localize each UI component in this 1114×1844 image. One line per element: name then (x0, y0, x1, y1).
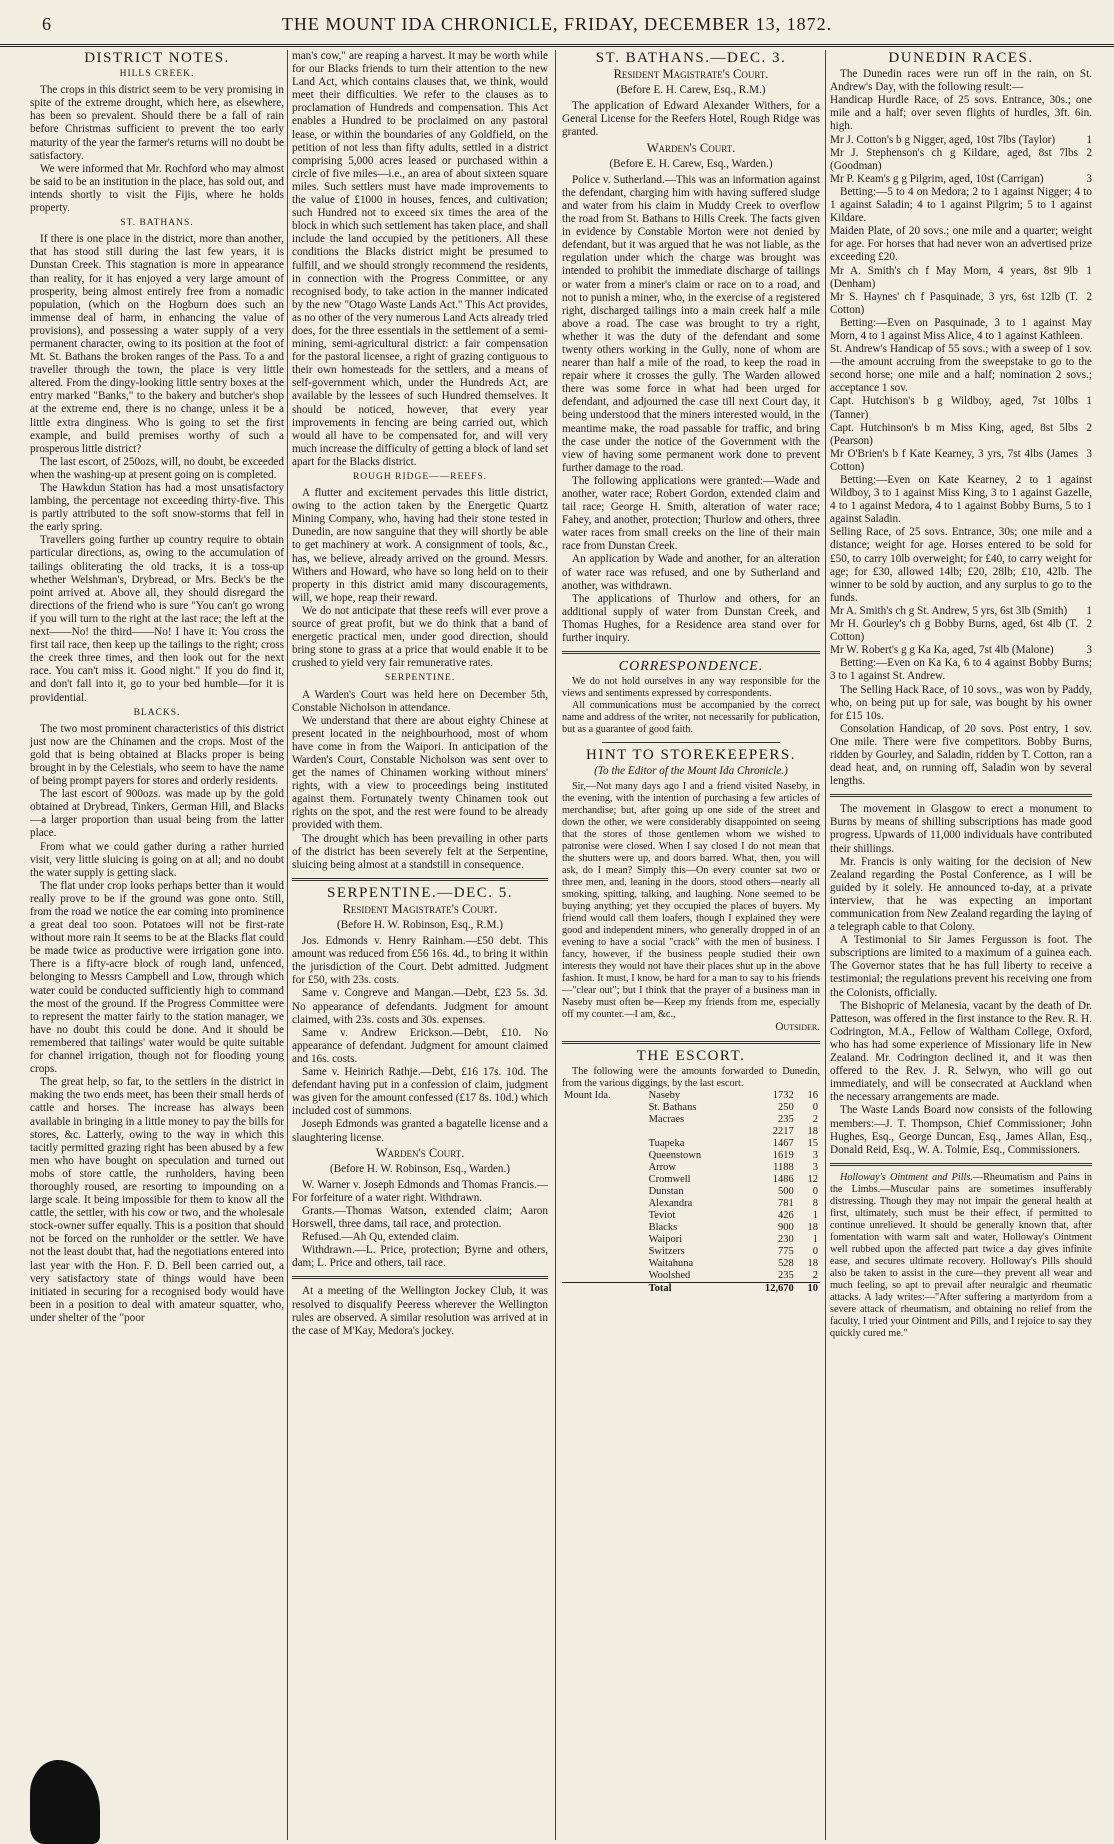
escort-dwt: 2 (812, 1269, 818, 1281)
paragraph: The crops in this district seem to be very promising in spite of the extreme drought, which here, as elsewhere, has been so prevalent. Should there be a fall of rain before Christmas sufficient to prevent the too early maturity of the year the farmer's returns will no doubt be satisfactory. (30, 84, 284, 162)
escort-place: Queenstown (648, 1149, 702, 1161)
escort-subtotal-row (562, 1126, 820, 1138)
paragraph: The following applications were granted:—Wade and another, water race; Robert Gordon, extended claim and tail race; George H. Smith, alteration of water race; Fahey, and another, protection; Thurlow and others, three water races from small creeks on the line of their main race from Dunstan Creek. (562, 474, 820, 553)
escort-group (562, 1210, 647, 1222)
escort-group: Mount Ida. (564, 1089, 611, 1101)
escort-dwt: 0 (812, 1101, 818, 1113)
race-entry: Capt. Hutchison's b g Wildboy, aged, 7st 10lbs (Tanner) (830, 395, 1078, 421)
paragraph: Police v. Sutherland.—This was an information against the defendant, charging him with having suffered sludge and water from his claim in Muddy Creek to overflow the road from St. Bathans to Hills Creek. The facts given in evidence by Constable Morton were not denied by defendant, but it was argued that he was not liable, as the regulation under which the charge was brought was intended to prohibit the immediate discharge of tailings or water from a miner's claim or race on to a road, and not to punish a miner, who, in the exercise of a registered right, discharged tailings into a main creek half a mile above a road. The case was brought to try a right, whether it was the duty of the defendant and some twenty others working in the Gully, none of whom are nearer than half a mile of the road, to keep the road in repair where it crosses the gully. The Warden allowed there was some force in what had been urged for defendant, and adjourned the case till next Court day, it being understood that the miners interested would, in the meantime make, the road passable for traffic, and bring the case under the notice of the Government with the view of having some permanent work done to prevent further damage to the road. (562, 173, 820, 474)
escort-oz: 781 (778, 1197, 794, 1209)
escort-oz: 230 (778, 1233, 794, 1245)
escort-oz: 235 (778, 1269, 794, 1281)
escort-place: Total (647, 1282, 741, 1295)
escort-oz: 2217 (772, 1125, 794, 1137)
escort-dwt: 12 (807, 1173, 818, 1185)
escort-oz: 250 (778, 1101, 794, 1113)
section-divider (292, 1276, 548, 1279)
letter-body: Sir,—Not many days ago I and a friend visited Naseby, in the evening, with the intention of purchasing a few articles of merchandise; but, after going up one side of the street and down the other, we were considerably disappointed on seeing that the stores of those gentlemen whom we wished to patronise were closed. When I say closed I do not mean that the shutters were up, and doors barred. What, then, you will ask, do I mean? Simply this—On every counter sat two or three men, and, leaning in the doors, stood others—nearly all smoking, spitting, talking, and laughing. None seemed to be buying anything; yet they occupied the places of buyers. My friend would call them loafers, though I explained they were good and independent miners, who generally dropped in of an evening to have a social "crack" with the men of business. I fancy, however, if the business people studied their own interests they would not have their places shut up in the above fashion. It must, I know, be hard for a man to say to his friends—"clear out"; but I think that the prayer of a business man in Naseby must often be—Keep my friends from me, especially off my counter.—I am, &c., (562, 781, 820, 1021)
race-place: 2 (1086, 146, 1092, 159)
escort-dwt: 3 (812, 1161, 818, 1173)
escort-group (562, 1150, 647, 1162)
court-before: (Before H. W. Robinson, Esq., R.M.) (337, 919, 503, 931)
subheading: HILLS CREEK. (119, 69, 195, 80)
race-result (830, 173, 1092, 186)
escort-group (562, 1138, 647, 1150)
section-divider (830, 794, 1092, 797)
paragraph: The great help, so far, to the settlers in the district in making the two ends meet, has been their small herds of cattle and horses. The increase has always been available in bringing in a little money to pay the bills for stores, &c. Latterly, owing to the way in which this tacitly permitted grazing right has been abused by a few men who have bought on speculation and turned out mobs of store cattle, the runholders, having been thoroughly roused, are resorting to impounding on a large scale. It being impossible for them to know all the cattle, the settler, with his cow or two, and the wholesale stock-owner suffer equally. This is a position that should not be forced on the runholder or the settler. We have not the least doubt that, had the negotiations entered into last year with the Hon. F. D. Bell been carried out, a very satisfactory state of things would have been initiated in securing for a recognised body would have been in a position to deal with amateur squatter, who, under shelter of the "poor (30, 1076, 284, 1324)
section-divider (562, 1041, 820, 1044)
escort-row (562, 1174, 820, 1186)
escort-dwt: 2 (812, 1113, 818, 1125)
ad-lead: Holloway's Ointment and Pills. (840, 1171, 973, 1183)
escort-dwt: 8 (812, 1197, 818, 1209)
race-heading: Maiden Plate, of 20 sovs.; one mile and a quarter; weight for age. For horses that had never won an advertised prize exceeding £20. (830, 225, 1092, 264)
court-heading: Warden's Court. (375, 1145, 465, 1160)
escort-place: Naseby (648, 1089, 681, 1101)
editorial-note: All communications must be accompanied by the correct name and address of the writer, not necessarily for publication, but as a guarantee of good faith. (562, 700, 820, 736)
paragraph: Travellers going further up country require to obtain particular directions, as, owing to the accumulation of tailings obliterating the old tracks, it is a toss-up whether Welshman's, Drybread, or Mrs. Beck's be the point arrived at. Above all, they should disregard the directions of the friend who is sure "You can't go wrong if you will turn to the right at the last race; the left at the next——No! the third——No! I have it: You cross the first tail race, then keep up the tailings to the right; cross the creek three times, and then look out for the next race. You can't miss it. Good night." If you do find it, and don't fall into it, go to your bed humble—for it is providential. (30, 534, 284, 704)
escort-oz: 426 (778, 1209, 794, 1221)
column-two (292, 50, 548, 1840)
paragraph: From what we could gather during a rather hurried visit, very little sluicing is going on at all; and no doubt the water supply is getting slack. (30, 840, 284, 879)
race-place: 1 (1086, 395, 1092, 408)
race-entry: Mr W. Robert's g g Ka Ka, aged, 7st 4lb (Malone) (830, 644, 1054, 657)
race-place: 1 (1086, 604, 1092, 617)
paragraph: The Hawkdun Station has had a most unsatisfactory lambing, the percentage not exceeding thirty-five. This is partly attributed to the soft snow-storms that fell in the early spring. (30, 482, 284, 534)
escort-oz: 1188 (773, 1161, 794, 1173)
escort-place: Arrow (648, 1161, 676, 1173)
section-title: ST. BATHANS.—DEC. 3. (595, 50, 787, 66)
column-district-notes (30, 50, 284, 1840)
race-place: 3 (1086, 644, 1092, 657)
escort-place: Teviot (648, 1209, 676, 1221)
court-before: (Before E. H. Carew, Esq., Warden.) (609, 157, 773, 170)
race-heading: Handicap Hurdle Race, of 25 sovs. Entrance, 30s.; one mile and a half; over seven flights of hurdles, 3ft. 6in. high. (830, 94, 1092, 133)
escort-group (562, 1126, 647, 1138)
letter-signature: Outsider. (775, 1021, 820, 1034)
escort-place: Waitahuna (648, 1257, 694, 1269)
paragraph: If there is one place in the district, more than another, that has stood still during the last few years, it is Dunstan Creek. This stagnation is more in appearance than reality, for it has enjoyed a very large amount of prosperity, being almost entirely free from a nomadic population, (which on the Hogburn does such an immense deal of harm, in enhancing the value of provisions), and possessing a water supply of a very permanent character, owing to its position at the foot of Mt. St. Bathans the broken ranges of the Pass. To a and traveller through the town, the place is very little altered. From the dingy-looking little sentry boxes at the entry marked "Banks," to the bakery and butcher's shop at the extreme end, there is no change, unless it be a little extra dinginess. Who is going to set the first example, and build premises worthy of such a prosperous little district? (30, 233, 284, 455)
race-results (830, 605, 1092, 657)
escort-group (562, 1114, 647, 1126)
section-title: DUNEDIN RACES. (888, 50, 1034, 66)
paragraph: Same v. Heinrich Rathje.—Debt, £16 17s. 10d. The defendant having put in a confession of claim, judgment was given for the amount confessed (£17 8s. 10d.) which included cost of summons. (292, 1066, 548, 1118)
editorial-note: We do not hold ourselves in any way responsible for the views and sentiments expressed by correspondents. (562, 676, 820, 700)
news-item: A Testimonial to Sir James Fergusson is foot. The subscriptions are limited to a maximum of a guinea each. The Governor states that he has full liberty to receive a testimonial; the regulations prevent his receiving one from the Colonists, officially. (830, 934, 1092, 999)
race-entry: Mr H. Gourley's ch g Bobby Burns, aged, 6st 4lb (T. Cotton) (830, 618, 1078, 644)
escort-group (562, 1102, 647, 1114)
escort-dwt: 18 (807, 1125, 818, 1137)
escort-dwt: 10 (796, 1282, 820, 1295)
race-heading: St. Andrew's Handicap of 55 sovs.; with a sweep of 1 sov.—the amount accruing from the sweepstake to go to the second horse; one mile and a half; nomination 2 sovs.; acceptance 1 sov. (830, 343, 1092, 395)
column-three (562, 50, 820, 1840)
paragraph: We do not anticipate that these reefs will ever prove a source of great profit, but we do think that a band of energetic practical men, under good direction, should bring stone to grass at a price that would enable it to be crushed to yield very fair remunerative rates. (292, 604, 548, 670)
court-heading: Warden's Court. (646, 140, 736, 155)
escort-row (562, 1090, 820, 1102)
escort-row (562, 1162, 820, 1174)
paragraph: Consolation Handicap, of 20 sovs. Post entry, 1 sov. One mile. There were five competitors. Bobby Burns, ridden by Gourley, and Saladin, ridden by T. Cotton, ran a dead heat, and, on running off, Saladin won by several lengths. (830, 722, 1092, 788)
section-title: DISTRICT NOTES. (84, 50, 230, 66)
column-rule (287, 50, 288, 1840)
section-divider (562, 651, 820, 654)
escort-dwt: 0 (812, 1185, 818, 1197)
court-before: (Before E. H. Carew, Esq., R.M.) (616, 84, 766, 97)
escort-oz: 775 (778, 1245, 794, 1257)
escort-group (562, 1162, 647, 1174)
section-title: THE ESCORT. (636, 1047, 746, 1064)
escort-row (562, 1210, 820, 1222)
escort-oz: 1467 (772, 1137, 794, 1149)
escort-oz: 1732 (772, 1089, 794, 1101)
paragraph: The last escort of 900ozs. was made up by the gold obtained at Drybread, Tinkers, German Hill, and Blacks—a larger proportion than usual being from the latter place. (30, 788, 284, 840)
paragraph: Refused.—Ah Qu, extended claim. (302, 1231, 460, 1244)
escort-row (562, 1246, 820, 1258)
letter-address: (To the Editor of the Mount Ida Chronicle.) (594, 765, 788, 778)
escort-group (562, 1186, 647, 1198)
masthead (0, 0, 1114, 47)
race-result (830, 134, 1092, 147)
escort-place: Cromwell (648, 1173, 691, 1185)
court-heading: Resident Magistrate's Court. (613, 67, 769, 82)
race-result (830, 291, 1092, 317)
race-entry: Mr S. Haynes' ch f Pasquinade, 3 yrs, 6st 12lb (T. Cotton) (830, 290, 1078, 316)
paragraph: The Dunedin races were run off in the rain, on St. Andrew's Day, with the following result:— (830, 68, 1092, 94)
escort-row (562, 1222, 820, 1234)
paragraph: The Selling Hack Race, of 10 sovs., was won by Paddy, who, on being put up for sale, was bought by his owner for £15 10s. (830, 683, 1092, 722)
paragraph: Grants.—Thomas Watson, extended claim; Aaron Horswell, three dams, tail race, and protection. (292, 1204, 548, 1231)
paragraph: We were informed that Mr. Rochford who may almost be said to be an institution in the place, has sold out, and intends shortly to visit the Fijis, where he holds property. (30, 162, 284, 215)
race-place: 3 (1086, 447, 1092, 460)
escort-group (562, 1174, 647, 1186)
escort-dwt: 1 (812, 1209, 818, 1221)
race-result (830, 147, 1092, 173)
paragraph: An application by Wade and another, for an alteration of water race was refused, and one by Sutherland and another, was withdrawn. (562, 553, 820, 592)
escort-row (562, 1150, 820, 1162)
escort-row (562, 1102, 820, 1114)
escort-place: Waipori (648, 1233, 683, 1245)
race-heading: Selling Race, of 25 sovs. Entrance, 30s; one mile and a distance; weight for age. Horses entered to be sold for £50, to carry 10lb overweight; for £40, to carry weight for age; for £30, allowed 14lb; £20, 28lb; £10, 42lb. The winner to be sold by auction, and any surplus to go to the funds. (830, 526, 1092, 604)
divider (602, 742, 780, 743)
escort-oz: 528 (778, 1257, 794, 1269)
escort-row (562, 1234, 820, 1246)
race-result (830, 448, 1092, 474)
escort-table (562, 1090, 820, 1295)
race-entry: Mr J. Cotton's b g Nigger, aged, 10st 7lbs (Taylor) (830, 133, 1056, 146)
escort-row (562, 1258, 820, 1270)
escort-group (562, 1282, 647, 1295)
race-result (830, 605, 1092, 618)
paragraph: The following were the amounts forwarded to Dunedin, from the various diggings, by the last escort. (562, 1065, 820, 1089)
section-title: SERPENTINE.—DEC. 5. (327, 884, 513, 901)
race-results (830, 265, 1092, 317)
escort-dwt: 0 (812, 1245, 818, 1257)
escort-oz: 1619 (772, 1149, 794, 1161)
ad-body: —Rheumatism and Pains in the Limbs.—Muscular pains are sometimes insufferably distressing. Though they may not impair the general health at first, ultimately, such must be their effect, if permitted to continue unrelieved. It should be generally known that, after fomentation with warm salt and water, Holloway's Ointment well rubbed upon the affected part twice a day gives infinite ease, and secures ultimate recovery. Holloway's Pills should also be taken to assist in the cure—they prevent all wear and much feeling, so apt to prevail after neuralgic and rheumatic attacks. A lady writes:—"After suffering a martyrdom from a severe attack of rheumatism, and obtaining no relief from the faculty, I tried your Ointment and Pills, and I rejoice to say they quickly cured me." (830, 1171, 1092, 1339)
race-entry: Mr J. Stephenson's ch g Kildare, aged, 8st 7lbs (Goodman) (830, 146, 1078, 172)
escort-dwt: 15 (807, 1137, 818, 1149)
race-entry: Mr P. Keam's g g Pilgrim, aged, 10st (Carrigan) (830, 172, 1044, 185)
paragraph: Same v. Andrew Erickson.—Debt, £10. No appearance of defendant. Judgment for amount claimed and 16s. costs. (292, 1026, 548, 1065)
escort-group (562, 1258, 647, 1270)
race-entry: Mr A. Smith's ch g St. Andrew, 5 yrs, 6st 3lb (Smith) (830, 604, 1068, 617)
subheading: ROUGH RIDGE——REEFS. (352, 472, 488, 482)
escort-oz: 900 (778, 1221, 794, 1233)
section-divider (292, 878, 548, 881)
paragraph: A Warden's Court was held here on December 5th, Constable Nicholson in attendance. (292, 688, 548, 714)
subheading: BLACKS. (133, 707, 181, 718)
paragraph: Withdrawn.—L. Price, protection; Byrne and others, dam; L. Price and others, tail race. (292, 1244, 548, 1270)
race-place: 3 (1086, 172, 1092, 185)
betting: Betting:—Even on Kate Kearney, 2 to 1 against Wildboy, 3 to 1 against Miss King, 3 to 1 against Gazelle, 4 to 1 against Medora, 4 to 1 against Bobby Burns, 5 to 1 against Saladin. (830, 474, 1092, 526)
race-result (830, 395, 1092, 421)
column-four (830, 50, 1092, 1840)
paragraph: The two most prominent characteristics of this district just now are the Chinamen and the crops. Most of the gold that is being obtained at Blacks proper is being brought in by the Celestials, who seem to have the name of being prompt payers for stores and orderly residents. (30, 722, 284, 788)
court-before: (Before H. W. Robinson, Esq., Warden.) (329, 1162, 511, 1175)
escort-oz: 12,670 (741, 1282, 796, 1295)
paragraph: The flat under crop looks perhaps better than it would really prove to be if the ground was gone onto. Still, from the road we notice the ear coming into prominence a great deal too soon. Potatoes will not be first-rate without more rain It seems to be at the Blacks flat could be made twice as productive were irrigation gone into. There is a fifty-acre block of rough land, unfenced, belonging to Messrs Campbell and Low, through which water could be conducted sufficiently high to command the most of the ground. If the Progress Committee were to represent the matter fairly to the station manager, we have no doubt this could be done. And it should be remembered that tailings' water would be quite suitable for channel irrigation, though not for flooding young crops. (30, 879, 284, 1076)
race-entry: Mr A. Smith's ch f May Morn, 4 years, 8st 9lb (Denham) (830, 264, 1078, 290)
race-place: 2 (1086, 421, 1092, 434)
escort-group (562, 1198, 647, 1210)
betting: Betting:—5 to 4 on Medora; 2 to 1 against Nigger; 4 to 1 against Saladin; 4 to 1 against Pilgrim; 5 to 1 against Kildare. (830, 185, 1092, 225)
section-divider (830, 1163, 1092, 1166)
paragraph: The applications of Thurlow and others, for an additional supply of water from Dunstan Creek, and Thomas Hughes, for a Residence area stand over for further inquiry. (562, 592, 820, 645)
race-results (830, 395, 1092, 474)
escort-dwt: 18 (807, 1257, 818, 1269)
paragraph: We understand that there are about eighty Chinese at present located in the neighbourhood, most of whom have come in from the Waipori. In anticipation of the Warden's Court, Constable Nicholson was sent over to get the names of Chinamen working without miners' rights, with a view to proceedings being instituted against them. Fortunately twenty Chinamen took out rights on the spot, and the rest were found to be already provided with them. (292, 714, 548, 832)
section-title: CORRESPONDENCE. (618, 659, 764, 675)
paragraph: The drought which has been prevailing in other parts of the district has been severely felt at the Serpentine, sluicing being almost at a standstill in consequence. (292, 832, 548, 871)
paragraph: Joseph Edmonds was granted a bagatelle license and a slaughtering license. (292, 1118, 548, 1144)
column-rule (825, 50, 826, 1840)
escort-oz: 1486 (772, 1173, 794, 1185)
escort-oz: 235 (778, 1113, 794, 1125)
escort-group (562, 1222, 647, 1234)
escort-row (562, 1186, 820, 1198)
race-place: 2 (1086, 290, 1092, 303)
escort-place: Switzers (648, 1245, 685, 1257)
paragraph: W. Warner v. Joseph Edmonds and Thomas Francis.—For forfeiture of a water right. Withdrawn. (292, 1178, 548, 1204)
escort-place: Tuapeka (648, 1137, 685, 1149)
column-rule (555, 50, 556, 1840)
race-place: 2 (1086, 618, 1092, 631)
race-result (830, 265, 1092, 291)
race-results (830, 134, 1092, 186)
section-title: HINT TO STOREKEEPERS. (586, 747, 796, 764)
escort-dwt: 16 (807, 1089, 818, 1101)
race-place: 1 (1086, 264, 1092, 277)
page-number: 6 (42, 14, 51, 34)
escort-place: Alexandra (648, 1197, 693, 1209)
escort-dwt: 3 (812, 1149, 818, 1161)
race-result (830, 644, 1092, 657)
paragraph: A flutter and excitement pervades this little district, owing to the action taken by the Energetic Quartz Mining Company, who, having had their stone tested in Dunedin, are now sanguine that they will shortly be able to get machinery at work. A consignment of tools, &c., has, we believe, already arrived on the ground. Messrs. Withers and Howard, who have so long held on to their property in this district amid many discouragements, will, we hope, reap their reward. (292, 487, 548, 604)
advertisement (830, 1172, 1092, 1340)
race-result (830, 422, 1092, 448)
escort-place (647, 1126, 741, 1138)
escort-group (562, 1246, 647, 1258)
betting: Betting:—Even on Ka Ka, 6 to 4 against Bobby Burns; 3 to 1 against St. Andrew. (830, 657, 1092, 683)
news-item: The Bishopric of Melanesia, vacant by the death of Dr. Patteson, was offered in the first instance to the Rev. R. H. Codrington, M.A., Fellow of Waltham College, Oxford, who has had some experience of Missionary life in New Zealand. Mr. Codrington declined it, and it was then offered to the Rev. J. R. Selwyn, who will go out immediately, and will be consecrated at Auckland when the necessary arrangements are made. (830, 999, 1092, 1104)
escort-place: St. Bathans (648, 1101, 697, 1113)
race-place: 1 (1086, 133, 1092, 146)
escort-oz: 500 (778, 1185, 794, 1197)
race-entry: Capt. Hutchinson's b m Miss King, aged, 8st 5lbs (Pearson) (830, 421, 1078, 447)
escort-dwt: 18 (807, 1221, 818, 1233)
escort-group (562, 1270, 647, 1283)
escort-row (562, 1198, 820, 1210)
paragraph: Same v. Congreve and Mangan.—Debt, £23 5s. 3d. No appearance of defendants. Judgment for amount claimed, with 23s. costs and 30s. expenses. (292, 987, 548, 1026)
race-result (830, 618, 1092, 644)
paragraph: Jos. Edmonds v. Henry Rainham.—£50 debt. This amount was reduced from £56 16s. 4d., to bring it within the jurisdiction of the Court. Debt admitted. Judgment for £50, with 23s. costs. (292, 935, 548, 987)
paragraph: man's cow," are reaping a harvest. It may be worth while for our Blacks friends to turn their attention to the new Land Act, which contains clauses that, we think, would meet their difficulties. We refer to the clauses as to proclamation of Hundreds and compensation. This Act enables a Hundred to be proclaimed on any pastoral lease, or within the boundaries of any Goldfield, on the petition of not less than fifty adults, settled in a district comprising 5,000 acres leased or purchased within a circle of five miles—i.e., an area of about sixteen square miles. Such settlers must have made improvements to the value of £1000 in houses, fences, and cultivation; such Hundred not to exceed six times the area of the block in which such settlement has taken place, and shall include the land occupied by the petitioners. All these conditions the Blacks district might be presumed to fulfill, and we should strongly recommend the residents, in connection with the Progress Committee, or any recognised body, to take action in the manner indicated by the new "Otago Waste Lands Act." This Act provides, as no other of the very numerous Land Acts already tried does, for the three essentials in the settlement of a semi-mining, semi-agricultural district: a fair compensation for the pastoral licensee, a right of grazing contiguous to their own homesteads for the settlers, and a means of self-government which, under the Hundreds Act, are available by the lessees of such Hundred themselves. It should be noticed, however, that every year improvements in fencing are being carried out, which would all have to be compensated for, and will very much increase the difficulty of getting a block of land set apart for the Blacks district. (292, 50, 548, 468)
subheading: SERPENTINE. (384, 673, 456, 684)
escort-total-row (562, 1282, 820, 1295)
escort-dwt: 1 (812, 1233, 818, 1245)
race-entry: Mr O'Brien's b f Kate Kearney, 3 yrs, 7st 4lbs (James Cotton) (830, 447, 1078, 473)
escort-place: Dunstan (648, 1185, 684, 1197)
betting: Betting:—Even on Pasquinade, 3 to 1 against May Morn, 4 to 1 against Miss Alice, 4 to 1 against Kathleen. (830, 316, 1092, 342)
paragraph: At a meeting of the Wellington Jockey Club, it was resolved to disqualify Peeress wherever the Wellington rules are observed. A similar resolution was arrived at in the case of M'Kay, Medora's jockey. (292, 1285, 548, 1337)
subheading: ST. BATHANS. (120, 218, 194, 229)
news-item: Mr. Francis is only waiting for the decision of New Zealand regarding the Postal Conference, as I will be guided by it solely. He announced to-day, at a private interview, that he was expecting an important communication from New Zealand regarding the laying of a telegraph cable to that Colony. (830, 855, 1092, 934)
escort-row (562, 1270, 820, 1283)
paragraph: The last escort, of 250ozs, will, no doubt, be exceeded when the washing-up at present going on is completed. (30, 455, 284, 481)
court-heading: Resident Magistrate's Court. (342, 901, 498, 916)
news-item: The movement in Glasgow to erect a monument to Burns by means of shilling subscriptions has made good progress. Upwards of 11,000 individuals have contributed their shillings. (830, 803, 1092, 855)
escort-group (562, 1234, 647, 1246)
escort-place: Woolshed (648, 1269, 691, 1281)
news-item: The Waste Lands Board now consists of the following members:—J. T. Thompson, Chief Commissioner; John Hughes, Esq., George Duncan, Esq., James Allan, Esq., Donald Reid, Esq., W. A. Tolmie, Esq., Commissioners. (830, 1104, 1092, 1156)
escort-row (562, 1114, 820, 1126)
running-head: THE MOUNT IDA CHRONICLE, FRIDAY, DECEMBER 13, 1872. (281, 14, 833, 34)
escort-place: Blacks (648, 1221, 678, 1233)
escort-row (562, 1138, 820, 1150)
escort-place: Macraes (648, 1113, 685, 1125)
paragraph: The application of Edward Alexander Withers, for a General License for the Reefers Hotel, Rough Ridge was granted. (562, 100, 820, 139)
